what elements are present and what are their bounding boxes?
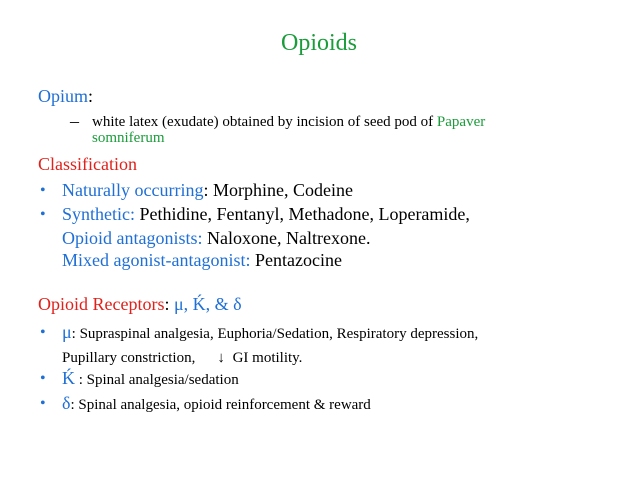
species-name-2: somniferum [92,130,165,146]
mu-effects-cont: Pupillary constriction, [62,350,196,366]
dash-bullet: – [70,111,79,131]
antagonist-value: Naloxone, Naltrexone. [202,228,371,248]
receptors-colon: : [164,294,170,314]
mu-effects: : Supraspinal analgesia, Euphoria/Sedation, Respiratory depression, [71,326,479,342]
bullet: • [40,182,46,199]
gi-motility: GI motility. [228,350,303,366]
opium-label: Opium [38,86,89,106]
mu-symbol: μ [62,322,72,342]
bullet: • [40,370,46,387]
classification-heading: Classification [38,154,137,174]
antagonist-label: Opioid antagonists: [62,228,203,248]
kappa-symbol: Ḱ [62,368,75,388]
natural-line [62,180,353,201]
bullet: • [40,206,46,223]
delta-symbol: δ [62,393,71,413]
delta-effects: : Spinal analgesia, opioid reinforcement & reward [70,397,371,413]
synthetic-label: Synthetic: [62,204,135,224]
receptors-label: Opioid Receptors [38,294,165,314]
kappa-effects: : Spinal analgesia/sedation [75,372,239,388]
mixed-label: Mixed agonist-antagonist: [62,250,251,270]
down-arrow-icon: ↓ [217,350,225,366]
opium-colon: : [88,86,94,106]
mu-line-2 [62,346,302,367]
species-name-1: Papaver [436,114,486,130]
natural-label: Naturally occurring [62,180,204,200]
delta-line [62,393,371,414]
bullet: • [40,324,46,341]
antagonist-line [62,228,370,249]
mixed-value: Pentazocine [250,250,342,270]
natural-value: : Morphine, Codeine [203,180,353,200]
receptors-heading [38,294,242,315]
mu-line-1 [62,322,478,343]
opium-heading [38,86,93,107]
mixed-line [62,250,342,271]
opium-description-line-1 [92,114,485,131]
bullet: • [40,395,46,412]
slide-title: Opioids [280,30,357,56]
receptors-list: μ, Ḱ, & δ [169,294,242,314]
opium-description: white latex (exudate) obtained by incision of seed pod of [92,114,437,130]
synthetic-line [62,204,470,225]
synthetic-value: Pethidine, Fentanyl, Methadone, Loperamide, [135,204,470,224]
kappa-line [62,368,239,389]
